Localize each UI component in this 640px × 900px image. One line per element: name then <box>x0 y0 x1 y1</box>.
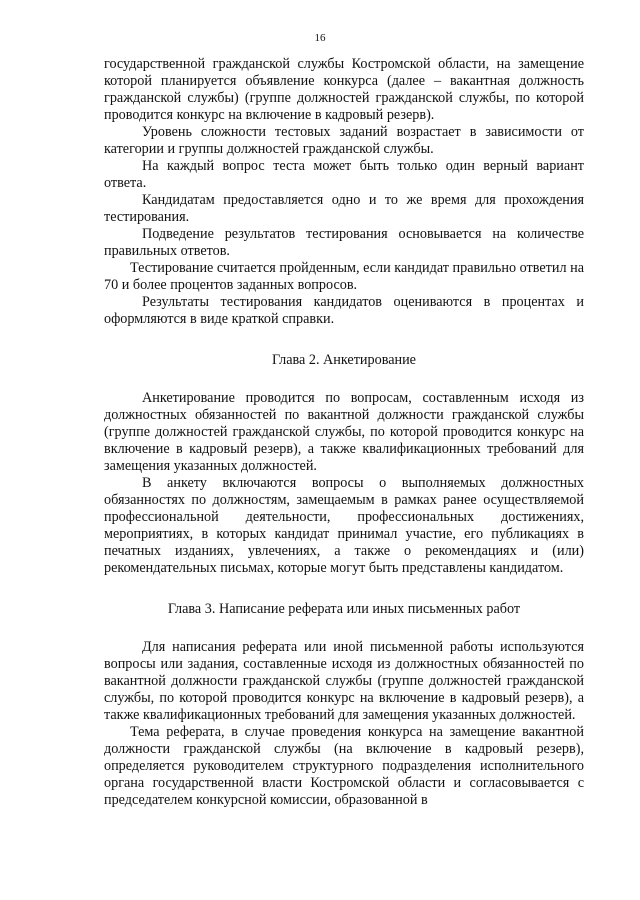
chapter-2-heading: Глава 2. Анкетирование <box>271 352 416 368</box>
paragraph-test-difficulty: Уровень сложности тестовых заданий возрастает в зависимости от категории и группы должностей гражданской службы. <box>104 124 584 157</box>
paragraph-questionnaire-basis: Анкетирование проводится по вопросам, составленным исходя из должностных обязанностей по вакантной должности гражданской службы (группе должностей гражданской службы, по которой проводится конкурс на включение в кадровый резерв), а также квалификационных требований для замещения указанных должностей. <box>104 390 584 474</box>
paragraph-questionnaire-content: В анкету включаются вопросы о выполняемых должностных обязанностях по должностям, замещаемым в рамках ранее осуществляемой профессиональной деятельности, профессиональных достижениях, мероприятиях, в которых кандидат принимал участие, его публикациях в печатных изданиях, увлечениях, а также о рекомендациях и (или) рекомендательных письмах, которые могут быть представлены кандидатом. <box>104 475 584 576</box>
paragraph-results-basis: Подведение результатов тестирования основывается на количестве правильных ответов. <box>104 226 584 259</box>
paragraph-continuation: государственной гражданской службы Костромской области, на замещение которой планируется объявление конкурса (далее – вакантная должность гражданской службы) (группе должностей гражданской службы, по которой проводится конкурс на включение в кадровый резерв). <box>104 56 584 123</box>
paragraph-essay-topic: Тема реферата, в случае проведения конкурса на замещение вакантной должности гражданской службы (на включение в кадровый резерв), определяется руководителем структурного подразделения исполнительного органа государственной власти Костромской области и согласовывается с председателем конкурсной комиссии, образованной в <box>104 724 584 808</box>
paragraph-one-answer: На каждый вопрос теста может быть только один верный вариант ответа. <box>104 158 584 191</box>
page-number: 16 <box>314 32 326 44</box>
document-body <box>104 56 584 809</box>
paragraph-results-report: Результаты тестирования кандидатов оцениваются в процентах и оформляются в виде краткой справки. <box>104 294 584 327</box>
chapter-3-heading: Глава 3. Написание реферата или иных письменных работ <box>167 601 521 617</box>
paragraph-essay-basis: Для написания реферата или иной письменной работы используются вопросы или задания, составленные исходя из должностных обязанностей по вакантной должности гражданской службы (группе должностей гражданской службы, по которой проводится конкурс на включение в кадровый резерв), а также квалификационных требований для замещения указанных должностей. <box>104 639 584 723</box>
paragraph-same-time: Кандидатам предоставляется одно и то же время для прохождения тестирования. <box>104 192 584 225</box>
paragraph-passed-threshold: Тестирование считается пройденным, если кандидат правильно ответил на 70 и более процентов заданных вопросов. <box>104 260 584 293</box>
